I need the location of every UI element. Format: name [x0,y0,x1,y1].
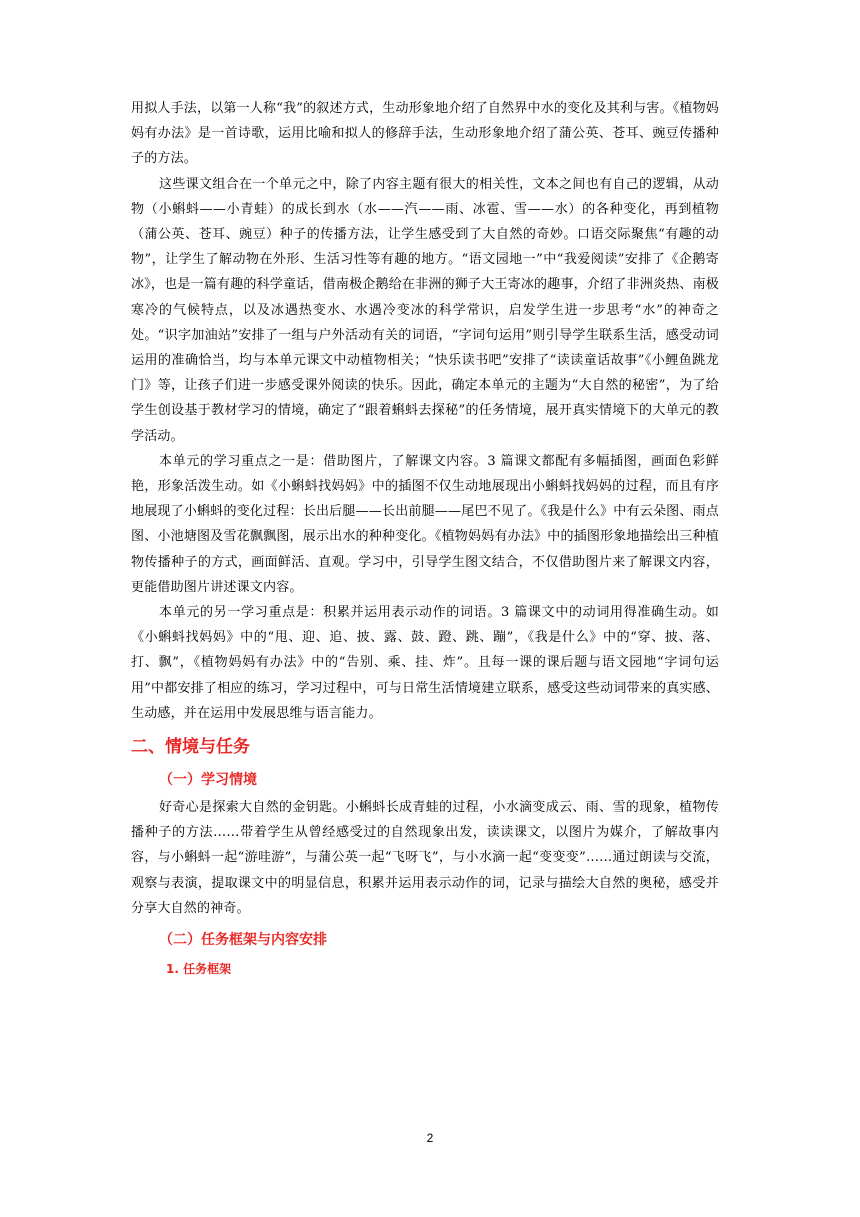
subsection-heading-task-framework: （二）任务框架与内容安排 [159,932,327,949]
subsection-heading-learning-context: （一）学习情境 [159,772,257,789]
subsubsection-heading-task-framework: 1. 任务框架 [166,962,232,977]
paragraph-focus-verbs: 本单元的另一学习重点是：积累并运用表示动作的词语。3 篇课文中的动词用得准确生动。如《小蝌蚪找妈妈》中的“甩、迎、追、披、露、鼓、蹬、跳、蹦”，《我是什么》中的“穿、披、落、打、飘”，《植物妈妈有办法》中的“告别、乘、挂、炸”。且每一课的课后题与语文园地“字词句运用”中都安排了相应的练习，学习过程中，可与日常生活情境建立联系，感受这些动词带来的真实感、生动感，并在运用中发展思维与语言能力。 [131,605,719,721]
paragraph-focus-images: 本单元的学习重点之一是：借助图片，了解课文内容。3 篇课文都配有多幅插图，画面色彩鲜艳，形象活泼生动。如《小蝌蚪找妈妈》中的插图不仅生动地展现出小蝌蚪找妈妈的过程，而且有序地展现了小蝌蚪的变化过程：长出后腿——长出前腿——尾巴不见了。《我是什么》中有云朵图、雨点图、小池塘图及雪花飘飘图，展示出水的种种变化。《植物妈妈有办法》中的插图形象地描绘出三种植物传播种子的方式，画面鲜活、直观。学习中，引导学生图文结合，不仅借助图片来了解课文内容，更能借助图片讲述课文内容。 [131,453,719,595]
paragraph-learning-context: 好奇心是探索大自然的金钥匙。小蝌蚪长成青蛙的过程，小水滴变成云、雨、雪的现象，植物传播种子的方法……带着学生从曾经感受过的自然现象出发，读读课文，以图片为媒介，了解故事内容，与小蝌蚪一起“游哇游”，与蒲公英一起“飞呀飞”，与小水滴一起“变变变”……通过朗读与交流，观察与表演，提取课文中的明显信息，积累并运用表示动作的词，记录与描绘大自然的奥秘，感受并分享大自然的神奇。 [131,800,719,916]
section-heading: 二、情境与任务 [131,737,250,758]
paragraph-unit-logic: 这些课文组合在一个单元之中，除了内容主题有很大的相关性，文本之间也有自己的逻辑，从动物（小蝌蚪——小青蛙）的成长到水（水——汽——雨、冰雹、雪——水）的各种变化，再到植物（蒲公英、苍耳、豌豆）种子的传播方法，让学生感受到了大自然的奇妙。口语交际聚焦“有趣的动物”，让学生了解动物在外形、生活习性等有趣的地方。“语文园地一”中“我爱阅读”安排了《企鹅寄冰》，也是一篇有趣的科学童话，借南极企鹅给在非洲的狮子大王寄冰的趣事，介绍了非洲炎热、南极寒冷的气候特点，以及冰遇热变水、水遇冷变冰的科学常识，启发学生进一步思考“水”的神奇之处。“识字加油站”安排了一组与户外活动有关的词语，“字词句运用”则引导学生联系生活，感受动词运用的准确恰当，均与本单元课文中动植物相关；“快乐读书吧”安排了“读读童话故事”《小鲤鱼跳龙门》等，让孩子们进一步感受课外阅读的快乐。因此，确定本单元的主题为“大自然的秘密”，为了给学生创设基于教材学习的情境，确定了“跟着蝌蚪去探秘”的任务情境，展开真实情境下的大单元的教学活动。 [131,176,719,444]
paragraph-intro-continued: 用拟人手法，以第一人称“我”的叙述方式，生动形象地介绍了自然界中水的变化及其利与害。《植物妈妈有办法》是一首诗歌，运用比喻和拟人的修辞手法，生动形象地介绍了蒲公英、苍耳、豌豆传播种子的方法。 [131,101,719,167]
page-content [131,96,719,981]
page-number: 2 [426,1131,434,1145]
